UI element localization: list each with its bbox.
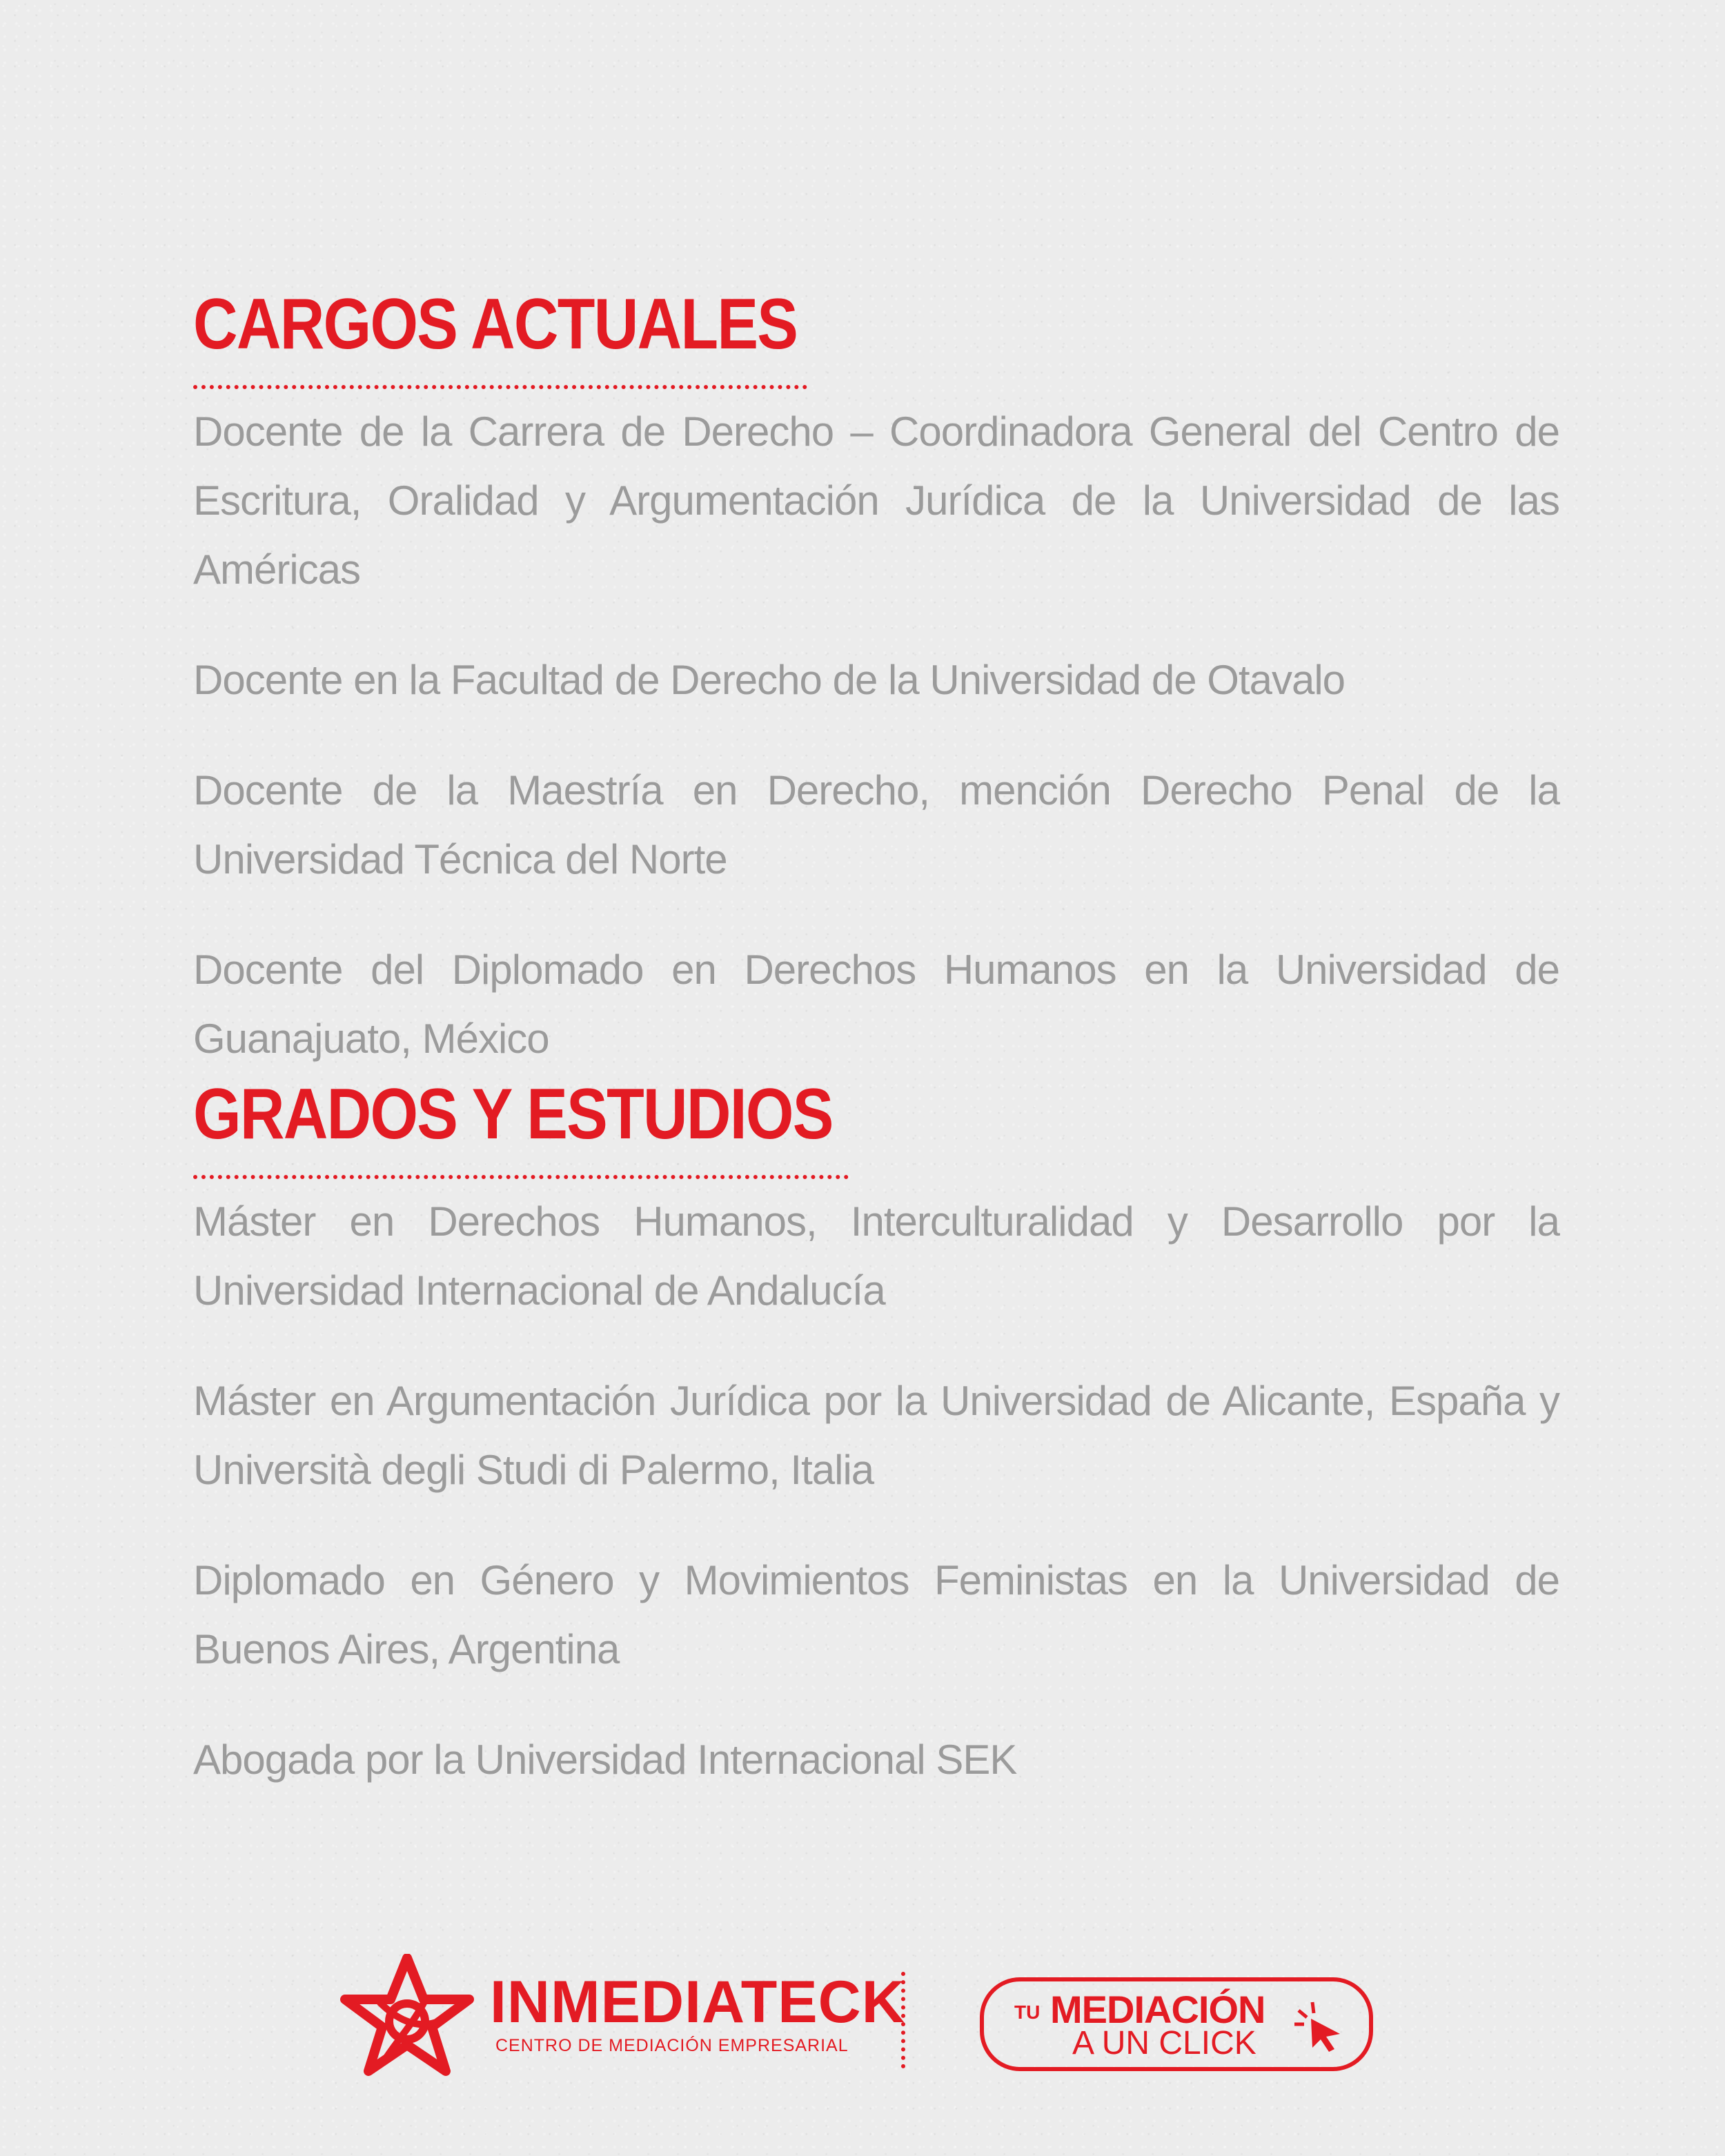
grados-section: [193, 1073, 1559, 1836]
brand-name: INMEDIATECK: [490, 1969, 905, 2035]
pill-sub-label: A UN CLICK: [1072, 2025, 1256, 2061]
grados-dotted-rule: [193, 1175, 849, 1179]
mediacion-click-button[interactable]: [980, 1977, 1373, 2071]
cargo-item-3: Docente de la Maestría en Derecho, mención Derecho Penal de la Universidad Técnica del Norte: [193, 767, 1559, 882]
cargo-item-4: Docente del Diplomado en Derechos Humanos en la Universidad de Guanajuato, México: [193, 947, 1559, 1062]
grado-item-3: Diplomado en Género y Movimientos Feministas en la Universidad de Buenos Aires, Argentina: [193, 1557, 1559, 1672]
cargos-section: [193, 283, 1559, 1115]
cargos-heading: CARGOS ACTUALES: [193, 284, 798, 364]
grado-item-2: Máster en Argumentación Jurídica por la Universidad de Alicante, España y Università degli Studi di Palermo, Italia: [193, 1378, 1559, 1493]
footer-divider: [901, 1972, 905, 2068]
brand-tagline: CENTRO DE MEDIACIÓN EMPRESARIAL: [495, 2036, 849, 2055]
inmediateck-logo: [338, 1954, 905, 2078]
grado-item-4: Abogada por la Universidad Internacional SEK: [193, 1737, 1017, 1783]
cargo-item-2: Docente en la Facultad de Derecho de la Universidad de Otavalo: [193, 657, 1346, 703]
cargos-dotted-rule: [193, 385, 807, 389]
grados-heading: GRADOS Y ESTUDIOS: [193, 1074, 833, 1154]
grado-item-1: Máster en Derechos Humanos, Interculturalidad y Desarrollo por la Universidad Internacional de Andalucía: [193, 1198, 1559, 1314]
cargo-item-1: Docente de la Carrera de Derecho – Coordinadora General del Centro de Escritura, Oralidad y Argumentación Jurídica de la Universidad de las Américas: [193, 408, 1559, 593]
pill-main-label: MEDIACIÓN: [1050, 1988, 1265, 2031]
footer: [338, 1946, 1401, 2084]
pill-tu-label: TU: [1014, 2001, 1041, 2023]
star-logo-icon: [338, 1954, 476, 2078]
cursor-click-icon: [1292, 1998, 1347, 2053]
